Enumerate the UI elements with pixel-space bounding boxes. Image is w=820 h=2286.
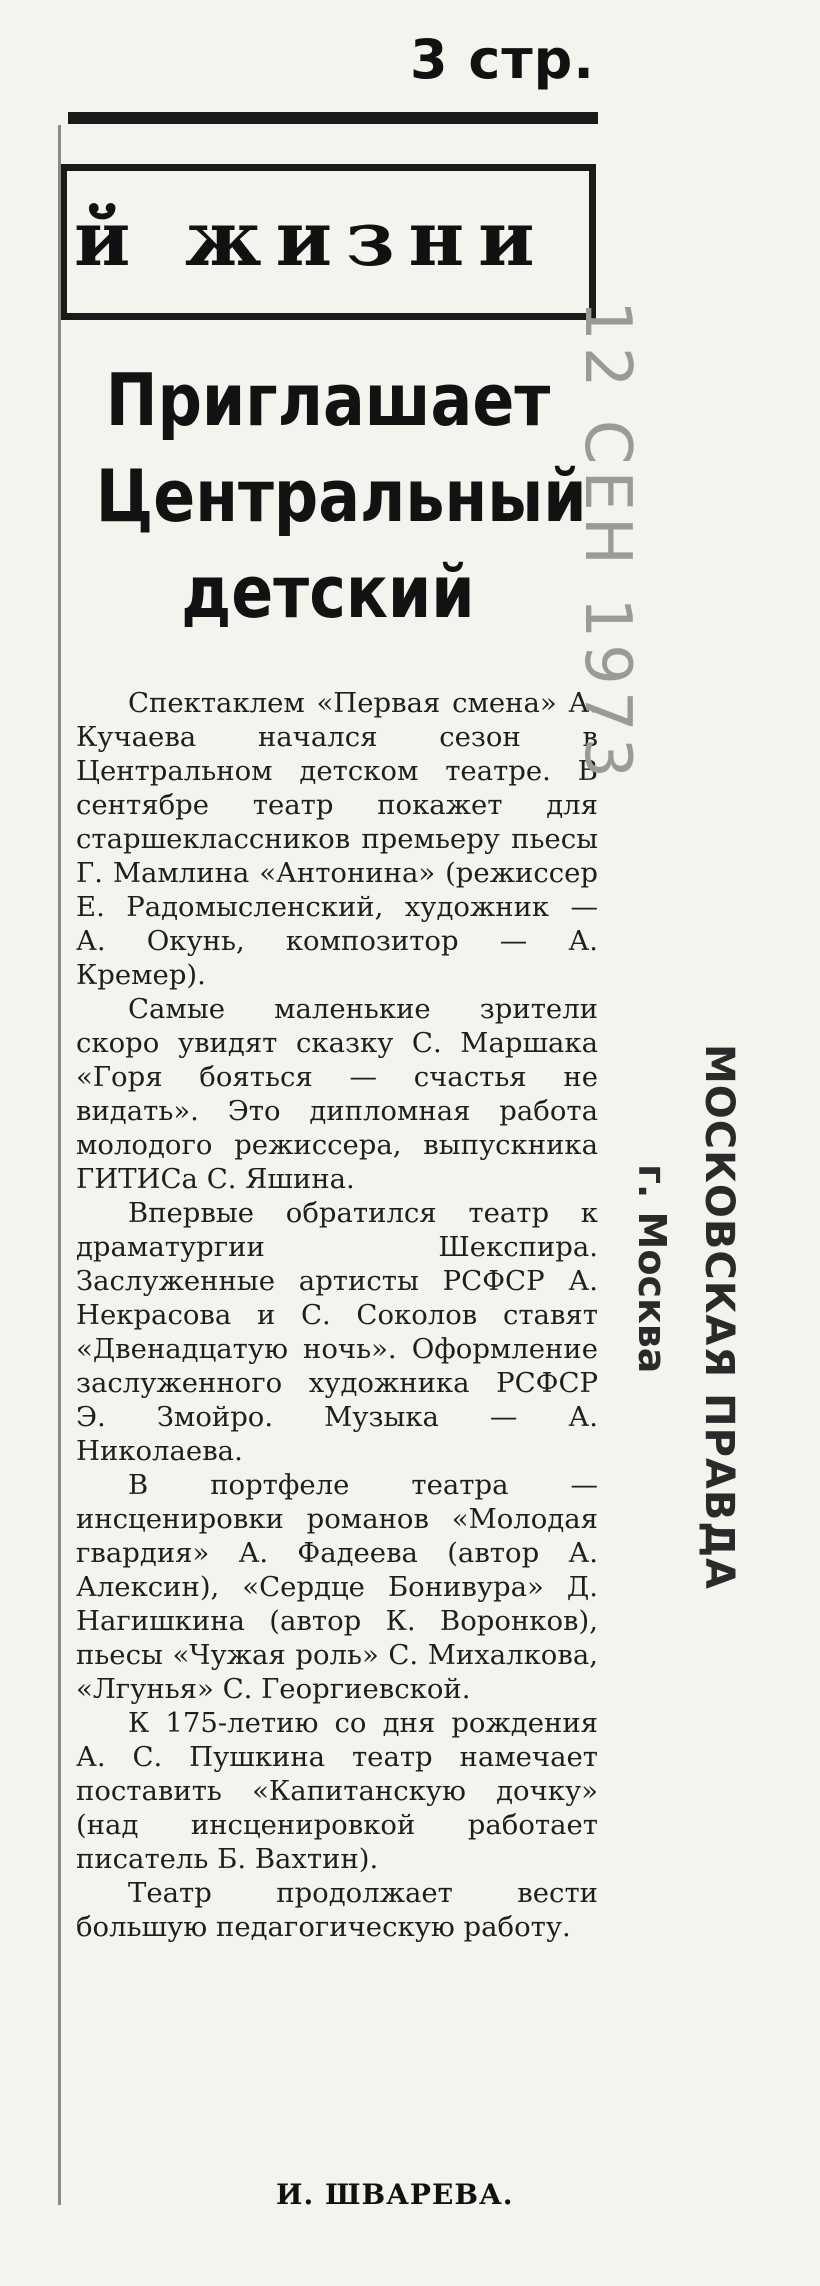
headline-line: детский — [181, 550, 475, 634]
top-rule — [68, 112, 598, 124]
article-paragraph: В портфеле театра — инсценировки романов «Молодая гвардия» А. Фадеева (автор А. Алексин), «Сердце Бонивура» Д. Нагишкина (автор К. Воронков), пьесы «Чужая роль» С. Михалкова, «Лгунья» С. Георгиевской. — [76, 1469, 598, 1705]
column-edge — [58, 125, 61, 2205]
article-headline — [95, 352, 587, 640]
article-paragraph: Самые маленькие зрители скоро увидят сказку С. Маршака «Горя бояться — счастья не видать». Это дипломная работа молодого режиссера, выпускника ГИТИСа С. Яшина. — [76, 993, 598, 1195]
article-body — [76, 686, 598, 1944]
article-paragraph: Спектаклем «Первая смена» А. Кучаева начался сезон в Центральном детском театре. В сентябре театр покажет для старшеклассников премьеру пьесы Г. Мамлина «Антонина» (режиссер Е. Радомысленский, художник — А. Окунь, композитор — А. Кремер). — [76, 687, 598, 991]
date-stamp: 12 СЕН 1973 — [570, 300, 644, 785]
article-paragraph: К 175-летию со дня рождения А. С. Пушкина театр намечает поставить «Капитанскую дочку» (над инсценировкой работает писатель Б. Вахтин). — [76, 1707, 598, 1875]
headline-line: Центральный — [95, 454, 587, 538]
article-paragraph: Впервые обратился театр к драматургии Шекспира. Заслуженные артисты РСФСР А. Некрасова и С. Соколов ставят «Двенадцатую ночь». Оформление заслуженного художника РСФСР Э. Змойро. Музыка — А. Николаева. — [76, 1197, 598, 1467]
article-byline: И. ШВАРЕВА. — [276, 2178, 514, 2211]
page-number: 3 стр. — [410, 28, 595, 91]
city-stamp: г. Москва — [630, 1164, 674, 1374]
source-stamp: МОСКОВСКАЯ ПРАВДА — [696, 1044, 742, 1590]
headline-line: Приглашает — [105, 358, 551, 442]
section-title: й жизни — [74, 194, 549, 283]
article-paragraph: Театр продолжает вести большую педагогическую работу. — [76, 1877, 598, 1943]
